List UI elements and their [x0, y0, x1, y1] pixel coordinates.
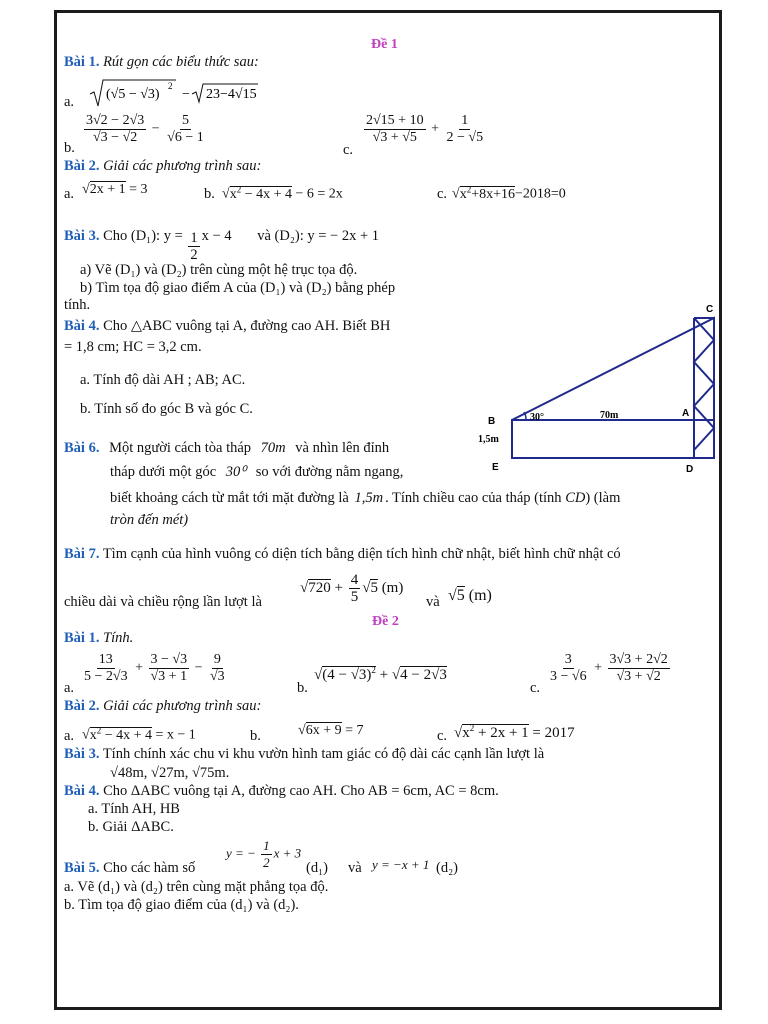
point-b-label: B [488, 416, 496, 427]
item-b-cont: tính. [64, 297, 91, 313]
conj-text: và [348, 860, 362, 876]
d1-bai7-line1 [64, 546, 621, 563]
d1-bai6-line2 [110, 464, 403, 481]
bai-text: ) (làm [585, 490, 621, 506]
d2-bai1-b-expr: $√(4 - √3)^2 + √4 - 2√3$ [314, 665, 447, 683]
tower-diagram [476, 300, 726, 480]
item-a: a. [64, 728, 75, 744]
bai-text: Cho ΔABC vuông tại A, đường cao AH. Cho AB = 6cm, AC = 8cm. [103, 783, 499, 799]
bai-label: Bài 4. [64, 318, 100, 334]
bai-text: và nhìn lên đỉnh [295, 440, 390, 456]
item-b: b. Tính số đo góc B và góc C. [80, 401, 253, 417]
item-b: b. Tìm tọa độ giao điểm của (d₁) và (d₂). [64, 897, 299, 913]
point-a-label: A [682, 408, 690, 419]
point-e-label: E [492, 462, 499, 473]
bai-text: x − 4 [201, 228, 232, 244]
bai-label: Bài 4. [64, 783, 100, 799]
item-b: b. [204, 186, 215, 202]
item-b: b. [250, 728, 261, 744]
bai-text: chiều dài và chiều rộng lần lượt là [64, 594, 262, 610]
bai-text: Giải các phương trình sau: [103, 698, 262, 714]
item-b: b. Giải ΔABC. [88, 819, 174, 835]
item-a: a. Tính độ dài AH ; AB; AC. [80, 372, 246, 388]
d1-bai2-c-expr: $√x^2+8x+16-2018=0$ [452, 184, 566, 202]
d1-bai6-line3 [110, 490, 620, 507]
item-b: b. [297, 680, 308, 696]
bai-text: Tìm cạnh của hình vuông có diện tích bằng diện tích hình chữ nhật, biết hình chữ nhật có [102, 546, 621, 562]
bai-text: Tính chính xác chu vi khu vườn hình tam giác có độ dài các cạnh lần lượt là [102, 746, 545, 762]
d1-bai1-heading [64, 54, 259, 71]
bai-label: Bài 2. [64, 158, 100, 174]
d1-bai1-b-expr: $\frac{3√2 - 2√3}{√3 - √2}$ − $\frac{5}{√6 - 1}$ [86, 113, 204, 145]
bai-text: Cho (D₁): y = [103, 228, 183, 244]
d2-bai5-f2: y = −x + 1 [372, 857, 430, 872]
d2-bai1-a-expr: $\frac{13}{5 - 2√3}$ + $\frac{3 - √3}{√3 + 1}$ − $\frac{9}{√3}$ [84, 652, 225, 684]
math-value: 30⁰ [225, 464, 247, 480]
bai-label: Bài 3. [64, 746, 100, 762]
bai-text: tròn đến mét) [110, 512, 189, 528]
item-a: a. [64, 94, 75, 110]
d1-bai7-expr2: √5 (m) [448, 587, 492, 604]
expr-graphic [88, 78, 268, 110]
d1-bai1-a-expr [88, 78, 268, 115]
point-d-label: D [686, 464, 694, 475]
bai-text: = 1,8 cm; HC = 3,2 cm. [64, 339, 202, 355]
item-a: a) Vẽ (D₁) và (D₂) trên cùng một hệ trục tọa độ. [80, 262, 358, 278]
d2-bai2-a-expr: $√x^2 - 4x + 4 = x - 1$ [82, 725, 196, 743]
item-a: a. [64, 680, 75, 696]
d2-bai3-line1 [64, 746, 544, 763]
line-label: (d₁) [306, 860, 328, 876]
d1-bai6-line1 [64, 440, 389, 457]
item-b: b) Tìm tọa độ giao điểm A của (D₁) và (D₂) bằng phép [80, 280, 396, 296]
d2-bai5-f1: y = − $\frac{1}{2}$ x + 3 [226, 838, 302, 870]
point-c-label: C [706, 304, 714, 315]
bai-label: Bài 3. [64, 228, 100, 244]
bai-text: Tính. [103, 630, 134, 646]
bai-text: biết khoảng cách từ mắt tới mặt đường là [110, 490, 349, 506]
d1-bai4-heading [64, 318, 390, 335]
bai-label: Bài 5. [64, 860, 100, 876]
bai-text: so với đường nằm ngang, [255, 464, 404, 480]
bai-label: Bài 7. [64, 546, 100, 562]
distance-label: 70m [600, 410, 619, 421]
item-a: a. Vẽ (d₁) và (d₂) trên cùng mặt phẳng tọa độ. [64, 879, 329, 895]
bai-text: và (D₂): y = − 2x + 1 [257, 228, 380, 244]
math-value: 1,5m [354, 490, 384, 506]
d2-bai2-heading [64, 698, 261, 715]
item-c: c. [437, 728, 448, 744]
bai-text: Giải các phương trình sau: [103, 158, 262, 174]
bai-text: Một người cách tòa tháp [109, 440, 252, 456]
d1-bai7-expr: √720 + $\frac{4}{5}$ √5 (m) [300, 572, 404, 605]
bai-text: . Tính chiều cao của tháp (tính [385, 490, 562, 506]
bai-text: Cho các hàm số [103, 860, 196, 876]
d1-bai3-heading: Bài 3. Cho (D₁): y = $\frac{1}{2}$ x − 4 và (D₂): y = − 2x + 1 [64, 228, 380, 263]
conj-text: và [426, 594, 440, 610]
d1-bai1-c-expr: $\frac{2√15 + 10}{√3 + √5}$ + $\frac{1}{2 - √5}$ [366, 113, 484, 145]
d2-bai4-heading [64, 783, 499, 800]
svg-text:(√5 − √3): (√5 − √3) [106, 87, 160, 102]
d1-bai2-a-expr: √2x + 1 = 3 [82, 182, 148, 197]
bai-text: √48m, √27m, √75m. [110, 765, 230, 781]
d1-bai2-b-expr: $√x^2 - 4x + 4 - 6 = 2x$ [222, 184, 343, 202]
d2-bai2-b-expr: √6x + 9 = 7 [298, 723, 364, 738]
bai-label: Bài 1. [64, 630, 100, 646]
height-label: 1,5m [478, 434, 499, 445]
bai-text: Rút gọn các biểu thức sau: [103, 54, 259, 70]
bai-text: Cho △ABC vuông tại A, đường cao AH. Biết BH [103, 318, 391, 334]
d2-bai1-c-expr: $\frac{3}{3 - √6}$ + $\frac{3√3 + 2√2}{√3 + √2}$ [550, 652, 668, 684]
d2-bai2-c-expr: $√x^2 + 2x + 1 = 2017$ [454, 723, 575, 741]
bai-label: Bài 1. [64, 54, 100, 70]
svg-text:2: 2 [168, 81, 173, 91]
svg-text:−: − [182, 87, 190, 102]
d2-bai5-heading [64, 860, 195, 877]
item-c: c. [530, 680, 541, 696]
exam-title-1: Đề 1 [371, 37, 398, 52]
item-c: c. [437, 186, 448, 202]
item-a: a. [64, 186, 75, 202]
math-value: 70m [260, 440, 286, 456]
angle-label: 30° [530, 412, 544, 423]
item-a: a. Tính AH, HB [88, 801, 180, 817]
bai-text: tháp dưới một góc [110, 464, 217, 480]
item-c: c. [343, 142, 354, 158]
d2-bai1-heading [64, 630, 133, 647]
svg-text:23−4√15: 23−4√15 [206, 87, 257, 102]
bai-label: Bài 2. [64, 698, 100, 714]
item-b: b. [64, 140, 75, 156]
math-value: CD [565, 490, 586, 506]
d1-bai2-heading [64, 158, 261, 175]
exam-title-2: Đề 2 [372, 614, 399, 629]
line-label: (d₂) [436, 860, 458, 876]
bai-label: Bài 6. [64, 440, 100, 456]
